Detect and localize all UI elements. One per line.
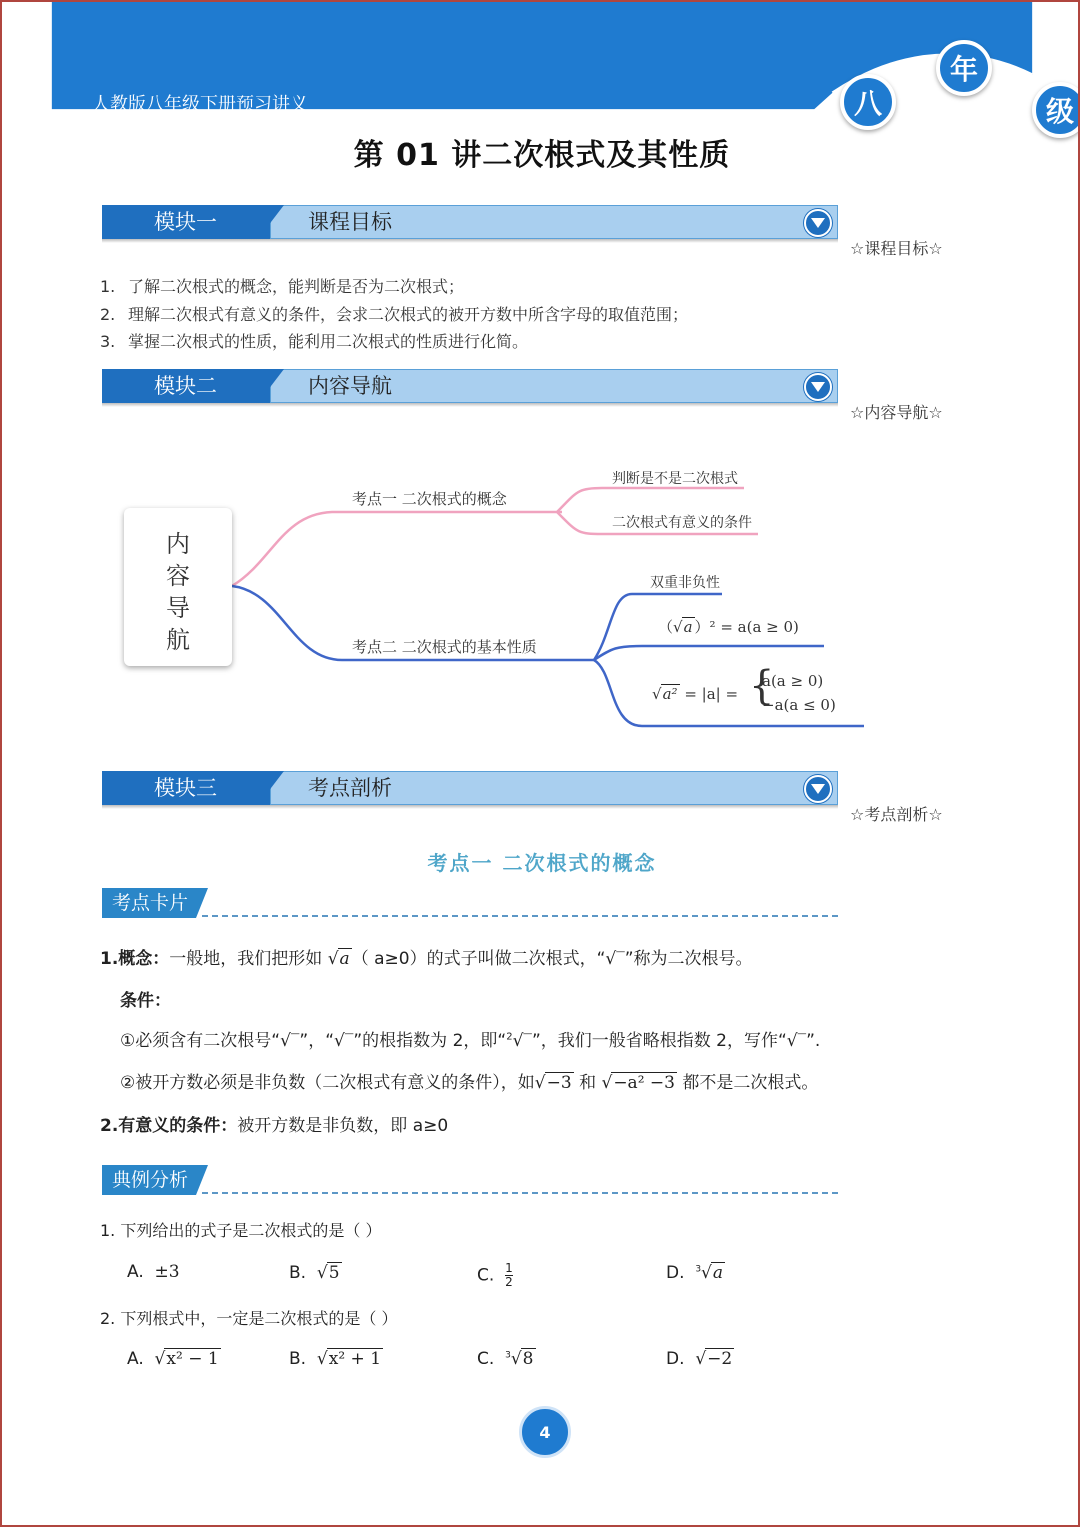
option-2b[interactable]: B. √x² + 1 [289,1349,382,1369]
mindmap-branch-2: 考点二 二次根式的基本性质 [352,638,537,656]
mindmap-branch-1: 考点一 二次根式的概念 [352,490,507,508]
chevron-down-icon [804,209,832,237]
goal-item: 1. 了解二次根式的概念，能判断是否为二次根式； [100,277,465,296]
option-1d[interactable]: D. $^3$√a [666,1263,724,1283]
module-3-star: ☆考点剖析☆ [850,805,943,824]
mindmap-root-char: 航 [166,626,190,654]
concept-line: 1.概念：一般地，我们把形如 √a （ a≥0）的式子叫做二次根式，“√‾”称为二次根号。 [100,949,753,969]
option-2d[interactable]: D. √−2 [666,1349,733,1369]
grade-badge-nian: 年 [936,40,992,96]
divider [202,1192,838,1194]
module-1-name: 课程目标 [270,205,838,239]
question-1: 1. 下列给出的式子是二次根式的是（ ） [100,1221,382,1240]
card-tab: 考点卡片 [102,888,196,918]
example-tab: 典例分析 [102,1165,196,1195]
option-1a[interactable]: A. ±3 [127,1262,180,1282]
option-1c[interactable]: C. $\frac{1}{2}$ [477,1261,513,1289]
grade-badge-ba: 八 [840,74,896,130]
module-3-tag: 模块三 [102,771,270,805]
page-title: 第 01 讲二次根式及其性质 [353,138,731,173]
module-3-bar [102,771,838,805]
formula-case-1: a(a ≥ 0) [762,672,824,690]
series-title: 人教版八年级下册预习讲义 [92,94,308,115]
mindmap-leaf: 判断是不是二次根式 [612,471,738,487]
module-2-star: ☆内容导航☆ [850,403,943,422]
module-1-bar [102,205,838,239]
question-2: 2. 下列根式中，一定是二次根式的是（ ） [100,1309,398,1328]
mindmap-root-char: 导 [166,594,190,622]
option-2c[interactable]: C. $^3$√8 [477,1349,534,1369]
module-2-tag: 模块二 [102,369,270,403]
grade-badge-ji: 级 [1032,82,1080,138]
module-1-star: ☆课程目标☆ [850,239,943,258]
condition-label: 条件： [120,991,171,1011]
module-2-name: 内容导航 [270,369,838,403]
condition-1: ①必须含有二次根号“√‾”，“√‾”的根指数为 2，即“$^2$√‾”，我们一般省略根指数 2，写作“√‾”. [120,1031,821,1051]
page-number: 4 [519,1406,571,1458]
formula-case-2: −a(a ≤ 0) [762,696,836,714]
mindmap-leaf: 二次根式有意义的条件 [612,515,752,531]
section-title: 考点一 二次根式的概念 [427,851,657,875]
module-3-name: 考点剖析 [270,771,838,805]
chevron-down-icon [804,775,832,803]
formula-property-2: √a² = |a| = [652,685,739,703]
mindmap-root-char: 内 [166,530,190,558]
meaning-line: 2.有意义的条件：被开方数是非负数，即 a≥0 [100,1116,449,1136]
mindmap-root [124,508,232,666]
brace-icon: { [749,663,775,709]
formula-property-1: （√a ）² = a(a ≥ 0) [658,618,799,636]
mindmap-root-char: 容 [166,562,190,590]
mindmap-leaf: 双重非负性 [650,575,720,591]
module-1-tag: 模块一 [102,205,270,239]
condition-2: ②被开方数必须是非负数（二次根式有意义的条件），如√−3 和 √−a² −3 都不是二次根式。 [120,1073,819,1093]
option-2a[interactable]: A. √x² − 1 [127,1349,219,1369]
module-2-bar [102,369,838,403]
goal-item: 3. 掌握二次根式的性质，能利用二次根式的性质进行化简。 [100,332,529,351]
option-1b[interactable]: B. √5 [289,1263,340,1283]
divider [202,915,838,917]
chevron-down-icon [804,373,832,401]
goal-item: 2. 理解二次根式有意义的条件，会求二次根式的被开方数中所含字母的取值范围； [100,305,689,324]
